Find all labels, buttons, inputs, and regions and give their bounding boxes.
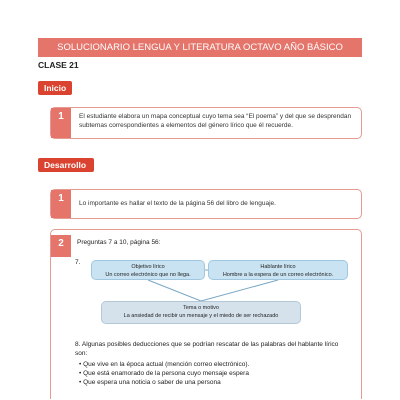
list-item: • Que está enamorado de la persona cuyo mensaje espera [79,369,351,378]
desarrollo-item-1 [50,189,362,219]
inicio-item-1 [50,107,362,139]
concept-title: Hablante lírico [260,264,296,270]
concept-hablante-lirico [208,260,348,280]
item-number: 1 [51,108,71,138]
concept-objetivo-lirico [91,260,205,280]
question-8-text: 8. Algunas posibles deducciones que se podrían rescatar de las palabras del hablante lírico son: [75,341,339,357]
questions-heading: Preguntas 7 a 10, página 56: [77,239,161,246]
document-title: SOLUCIONARIO LENGUA Y LITERATURA OCTAVO AÑO BÁSICO [38,38,362,57]
section-desarrollo-tag: Desarrollo [38,158,94,172]
class-label: CLASE 21 [38,60,79,70]
item-text: El estudiante elabora un mapa conceptual cuyo tema sea “El poema” y del que se desprendan subtemas correspondientes a elementos del género lírico que él recuerde. [79,113,352,129]
list-item: • Que espera una noticia o saber de una persona [79,378,351,387]
concept-text: La ansiedad de recibir un mensaje y el miedo de ser rechazado [123,313,279,319]
item-text: Lo importante es hallar el texto de la página 56 del libro de lenguaje. [79,200,276,207]
concept-text: Hombre a la espera de un correo electrónico. [222,272,334,278]
concept-tema-motivo [101,301,301,324]
list-item: • Que vive en la época actual (mención correo electrónico). [79,360,351,369]
section-inicio-tag: Inicio [38,81,72,95]
concept-title: Objetivo lírico [131,264,165,270]
desarrollo-item-2 [50,229,362,399]
item-number: 1 [51,190,71,218]
concept-text: Un correo electrónico que no llega. [105,272,191,278]
deductions-list [79,360,351,387]
question-7-label: 7. [75,259,81,266]
item-number: 2 [51,235,71,257]
concept-title: Tema o motivo [183,305,219,311]
